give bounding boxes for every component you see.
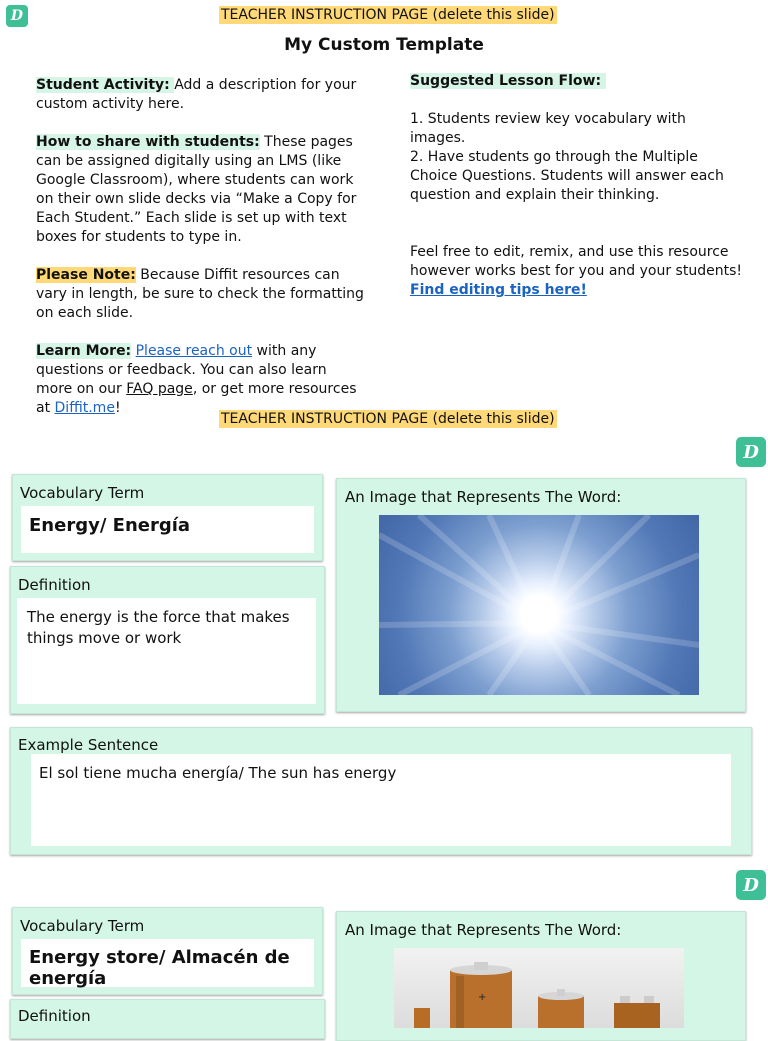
- batteries-image: [394, 948, 684, 1028]
- flow-step-2: 2. Have students go through the Multiple Choice Questions. Students will answer each question and explain their thinking.: [410, 149, 724, 203]
- remix-text: Feel free to edit, remix, and use this resource however works best for you and your students!: [410, 244, 742, 279]
- diffit-logo-icon: D: [736, 870, 766, 900]
- vocab-term-box[interactable]: [21, 939, 314, 987]
- image-panel: [336, 911, 746, 1041]
- definition-label: Definition: [18, 1007, 91, 1025]
- example-sentence-panel: [10, 727, 752, 855]
- vocab-term-panel: [12, 474, 323, 561]
- note-label: Please Note:: [36, 267, 136, 283]
- share-paragraph: [36, 133, 366, 247]
- definition-text: The energy is the force that makes things move or work: [27, 608, 290, 647]
- note-text: Because Diffit resources can vary in length, be sure to check the formatting on each slide.: [36, 267, 364, 321]
- definition-panel: [10, 566, 325, 714]
- student-activity-label: Student Activity:: [36, 77, 170, 93]
- faq-link[interactable]: FAQ page: [126, 381, 193, 397]
- example-sentence-box[interactable]: [31, 754, 731, 846]
- right-column: [410, 72, 745, 300]
- batteries-icon: [394, 948, 684, 1028]
- left-column: [36, 76, 366, 418]
- image-label: An Image that Represents The Word:: [345, 488, 622, 506]
- diffit-logo-icon: D: [6, 5, 28, 27]
- learn-more-text-3: !: [114, 400, 121, 416]
- banner-bottom: TEACHER INSTRUCTION PAGE (delete this slide): [221, 411, 555, 427]
- page-title: My Custom Template: [284, 35, 484, 55]
- note-paragraph: [36, 266, 366, 323]
- image-label: An Image that Represents The Word:: [345, 921, 622, 939]
- lesson-flow-label: Suggested Lesson Flow:: [410, 73, 602, 89]
- vocab-term-text: Energy/ Energía: [29, 515, 191, 536]
- example-sentence-label: Example Sentence: [18, 736, 159, 754]
- flow-step-1: 1. Students review key vocabulary with images.: [410, 111, 686, 146]
- editing-tips-link[interactable]: Find editing tips here!: [410, 282, 587, 298]
- image-panel: [336, 478, 746, 712]
- vocab-term-panel: [12, 907, 323, 995]
- diffit-link[interactable]: Diffit.me: [54, 400, 115, 416]
- example-sentence-text: El sol tiene mucha energía/ The sun has energy: [39, 764, 397, 782]
- reach-out-link[interactable]: Please reach out: [135, 343, 253, 359]
- learn-more-paragraph: [36, 342, 366, 418]
- banner-top: TEACHER INSTRUCTION PAGE (delete this slide): [221, 7, 555, 23]
- student-activity-paragraph: [36, 76, 366, 114]
- sun-rays-icon: [379, 515, 699, 695]
- share-label: How to share with students:: [36, 134, 260, 150]
- learn-more-text-1: with any questions or feedback. You can also learn more on our: [36, 343, 327, 397]
- learn-more-text-2: , or get more resources at: [36, 381, 357, 416]
- vocab-term-label: Vocabulary Term: [20, 484, 145, 502]
- definition-panel: [10, 999, 325, 1039]
- learn-more-label: Learn More:: [36, 343, 132, 359]
- sun-image: [379, 515, 699, 695]
- vocab-term-text: Energy store/ Almacén de energía: [29, 947, 290, 989]
- student-activity-text: Add a description for your custom activity here.: [36, 77, 357, 112]
- definition-box[interactable]: [17, 598, 316, 704]
- share-text: These pages can be assigned digitally using an LMS (like Google Classroom), where students can work on their own slide decks via “Make a Copy for Each Student.” Each slide is set up with text boxes for students to type in.: [36, 134, 357, 245]
- svg-text:+: +: [478, 992, 487, 1003]
- diffit-logo-icon: D: [736, 437, 766, 467]
- vocab-term-box[interactable]: [21, 506, 314, 553]
- definition-label: Definition: [18, 576, 91, 594]
- vocab-term-label: Vocabulary Term: [20, 917, 145, 935]
